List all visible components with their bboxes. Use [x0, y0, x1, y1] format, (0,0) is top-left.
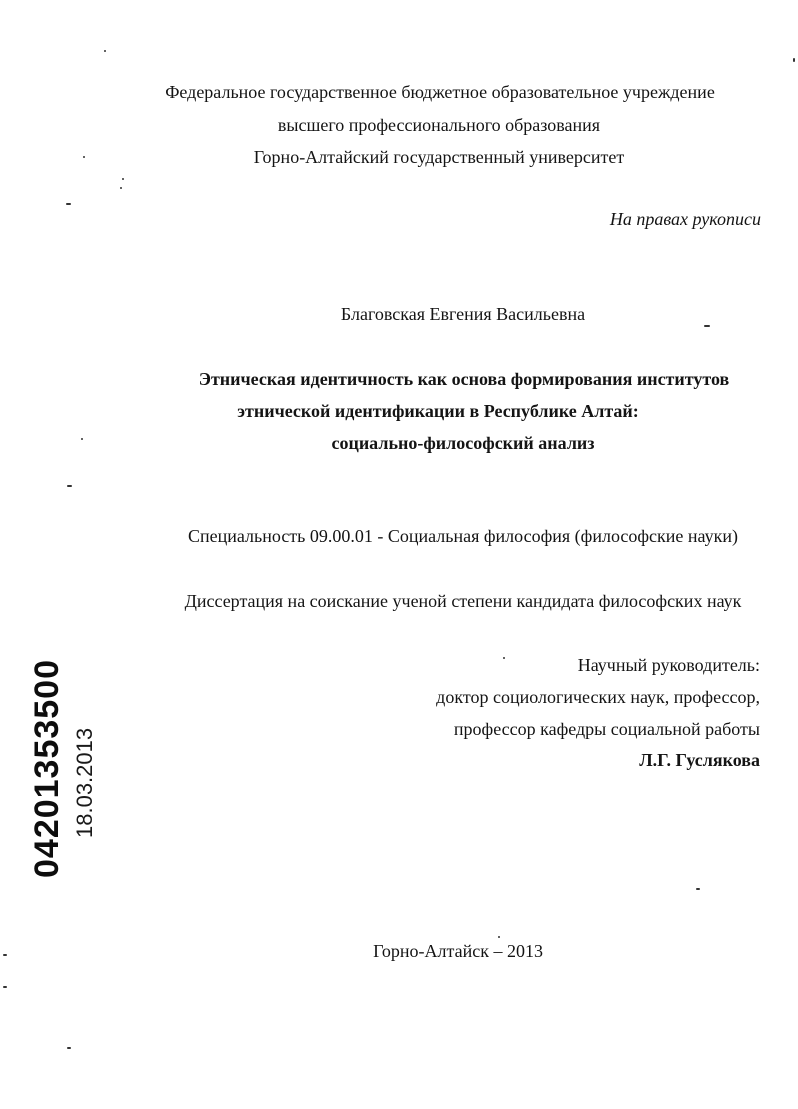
scan-speck [120, 187, 122, 189]
stamp-date: 18.03.2013 [72, 727, 97, 838]
institution-line-2: высшего профессионального образования [277, 115, 601, 135]
scan-speck [67, 1047, 71, 1049]
scan-speck [3, 986, 7, 988]
supervisor-degree: доктор социологических наук, профессор, [436, 687, 760, 707]
scan-speck [122, 178, 124, 180]
scan-speck [704, 325, 710, 327]
scan-speck [67, 485, 72, 487]
speciality-line: Специальность 09.00.01 - Социальная философия (философские науки) [188, 526, 738, 546]
scan-speck [793, 58, 795, 62]
author-name: Благовская Евгения Васильевна [340, 304, 586, 324]
supervisor-name: Л.Г. Гуслякова [639, 750, 760, 770]
dissertation-line: Диссертация на соискание ученой степени кандидата философских наук [184, 591, 742, 611]
scan-speck [104, 50, 106, 52]
institution-line-3: Горно-Алтайский государственный университет [253, 147, 625, 167]
title-line-2: этнической идентификации в Республике Алтай: [237, 401, 639, 421]
scan-speck [498, 936, 500, 938]
supervisor-label: Научный руководитель: [577, 655, 760, 675]
manuscript-note: На правах рукописи [609, 209, 761, 229]
scan-speck [503, 657, 505, 659]
scan-speck [696, 888, 700, 890]
place-year: Горно-Алтайск – 2013 [373, 941, 543, 961]
scan-speck [3, 954, 7, 956]
stamp-number: 04201353500 [28, 658, 66, 878]
scan-speck [83, 156, 85, 158]
supervisor-position: профессор кафедры социальной работы [453, 719, 760, 739]
title-line-3: социально-философский анализ [331, 433, 595, 453]
title-line-1: Этническая идентичность как основа формирования институтов [198, 369, 730, 389]
institution-line-1: Федеральное государственное бюджетное образовательное учреждение [165, 82, 715, 102]
scan-speck [66, 203, 71, 205]
library-stamp [28, 650, 98, 880]
scan-speck [81, 438, 83, 440]
